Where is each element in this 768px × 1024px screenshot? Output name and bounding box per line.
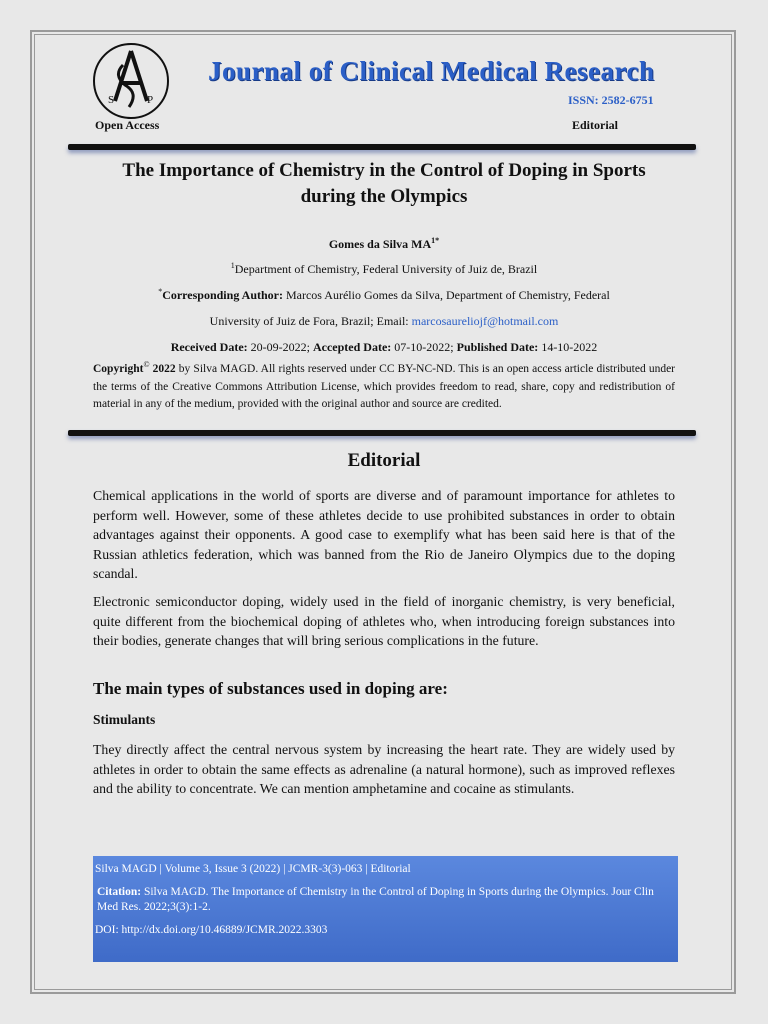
affiliation: Department of Chemistry, Federal University of Juiz de, Brazil xyxy=(234,262,538,276)
copyright-block xyxy=(93,361,675,414)
corr-email-link[interactable]: marcosaureliojf@hotmail.com xyxy=(411,314,559,328)
paragraph-2: Electronic semiconductor doping, widely used in the field of inorganic chemistry, is very beneficial, quite different from the biochemical doping of athletes who, when introducing foreign substances into their bodies, generate changes that will bring serious complications in the future. xyxy=(93,594,675,648)
received-label: Received Date: xyxy=(170,340,248,354)
published-label: Published Date: xyxy=(456,340,539,354)
paper-title xyxy=(80,158,688,210)
article-type: Editorial xyxy=(572,118,619,132)
corr-text-1: Marcos Aurélio Gomes da Silva, Department of Chemistry, Federal xyxy=(282,288,610,302)
citation-text: Silva MAGD. The Importance of Chemistry in the Control of Doping in Sports during the Olympics. Jour Clin Med Res. 2022;3(3):1-2. xyxy=(97,886,654,913)
corresponding-line-2 xyxy=(80,314,688,329)
received-date: 20-09-2022; xyxy=(247,340,313,354)
published-date: 14-10-2022 xyxy=(538,340,598,354)
corr-text-2: University of Juiz de Fora, Brazil; Email: xyxy=(209,314,412,328)
paragraph-3: They directly affect the central nervous system by increasing the heart rate. They are widely used by athletes in order to obtain the same effects as adrenaline (a natural hormone), such as improved reflexes and the ability to concentrate. We can mention amphetamine and cocaine as stimulants. xyxy=(93,742,675,796)
journal-title: Journal of Clinical Medical Research xyxy=(208,56,655,86)
affiliation-line xyxy=(80,262,688,277)
section-divider xyxy=(68,430,696,436)
subheading: The main types of substances used in doping are: xyxy=(93,679,448,698)
footer-citation xyxy=(97,885,676,915)
logo-letter-s: S xyxy=(108,94,115,106)
paragraph-1: Chemical applications in the world of sports are diverse and of paramount importance for athletes to perform well. However, some of these athletes decide to use prohibited substances in order to obtain advantages against their opponents. A good case to exemplify what has been said here is that of the Russian athletics federation, which was banned from the Rio de Janeiro Olympics due to the doping scandal. xyxy=(93,488,675,581)
citation-footer xyxy=(93,856,678,962)
copyright-text: by Silva MAGD. All rights reserved under CC BY-NC-ND. This is an open access article distributed under the terms of the Creative Commons Attribution License, which provides freedom to read, share, copy and redistribution of material in any of the medium, provided with the original author and source are credited. xyxy=(93,363,675,410)
logo-letter-p: P xyxy=(147,94,154,106)
author-name: Gomes da Silva MA xyxy=(328,237,432,251)
accepted-label: Accepted Date: xyxy=(312,340,392,354)
subsubheading: Stimulants xyxy=(93,712,156,727)
accepted-date: 07-10-2022; xyxy=(391,340,457,354)
corr-label: Corresponding Author: xyxy=(162,288,283,302)
paper-title-line1: The Importance of Chemistry in the Control of Doping in Sports xyxy=(122,160,646,181)
section-heading: Editorial xyxy=(347,450,421,471)
affiliation-sup: 1 xyxy=(230,261,235,270)
logo-mark-icon xyxy=(95,45,167,117)
publisher-logo xyxy=(93,43,169,119)
dates-line xyxy=(80,340,688,355)
author-line xyxy=(80,237,688,252)
copyright-sup: © xyxy=(143,360,150,369)
copyright-label: Copyright xyxy=(93,363,144,375)
corresponding-line-1 xyxy=(80,288,688,303)
open-access-label: Open Access xyxy=(95,118,160,132)
header-divider xyxy=(68,144,696,150)
citation-label: Citation: xyxy=(97,886,142,898)
footer-info: Silva MAGD | Volume 3, Issue 3 (2022) | JCMR-3(3)-063 | Editorial xyxy=(95,863,411,875)
issn: ISSN: 2582-6751 xyxy=(568,93,654,107)
paper-title-line2: during the Olympics xyxy=(300,186,468,207)
footer-doi-link[interactable]: DOI: http://dx.doi.org/10.46889/JCMR.2022.3303 xyxy=(95,924,328,936)
author-sup: 1* xyxy=(431,236,440,245)
corr-sup: * xyxy=(158,287,163,296)
copyright-year: 2022 xyxy=(149,363,176,375)
